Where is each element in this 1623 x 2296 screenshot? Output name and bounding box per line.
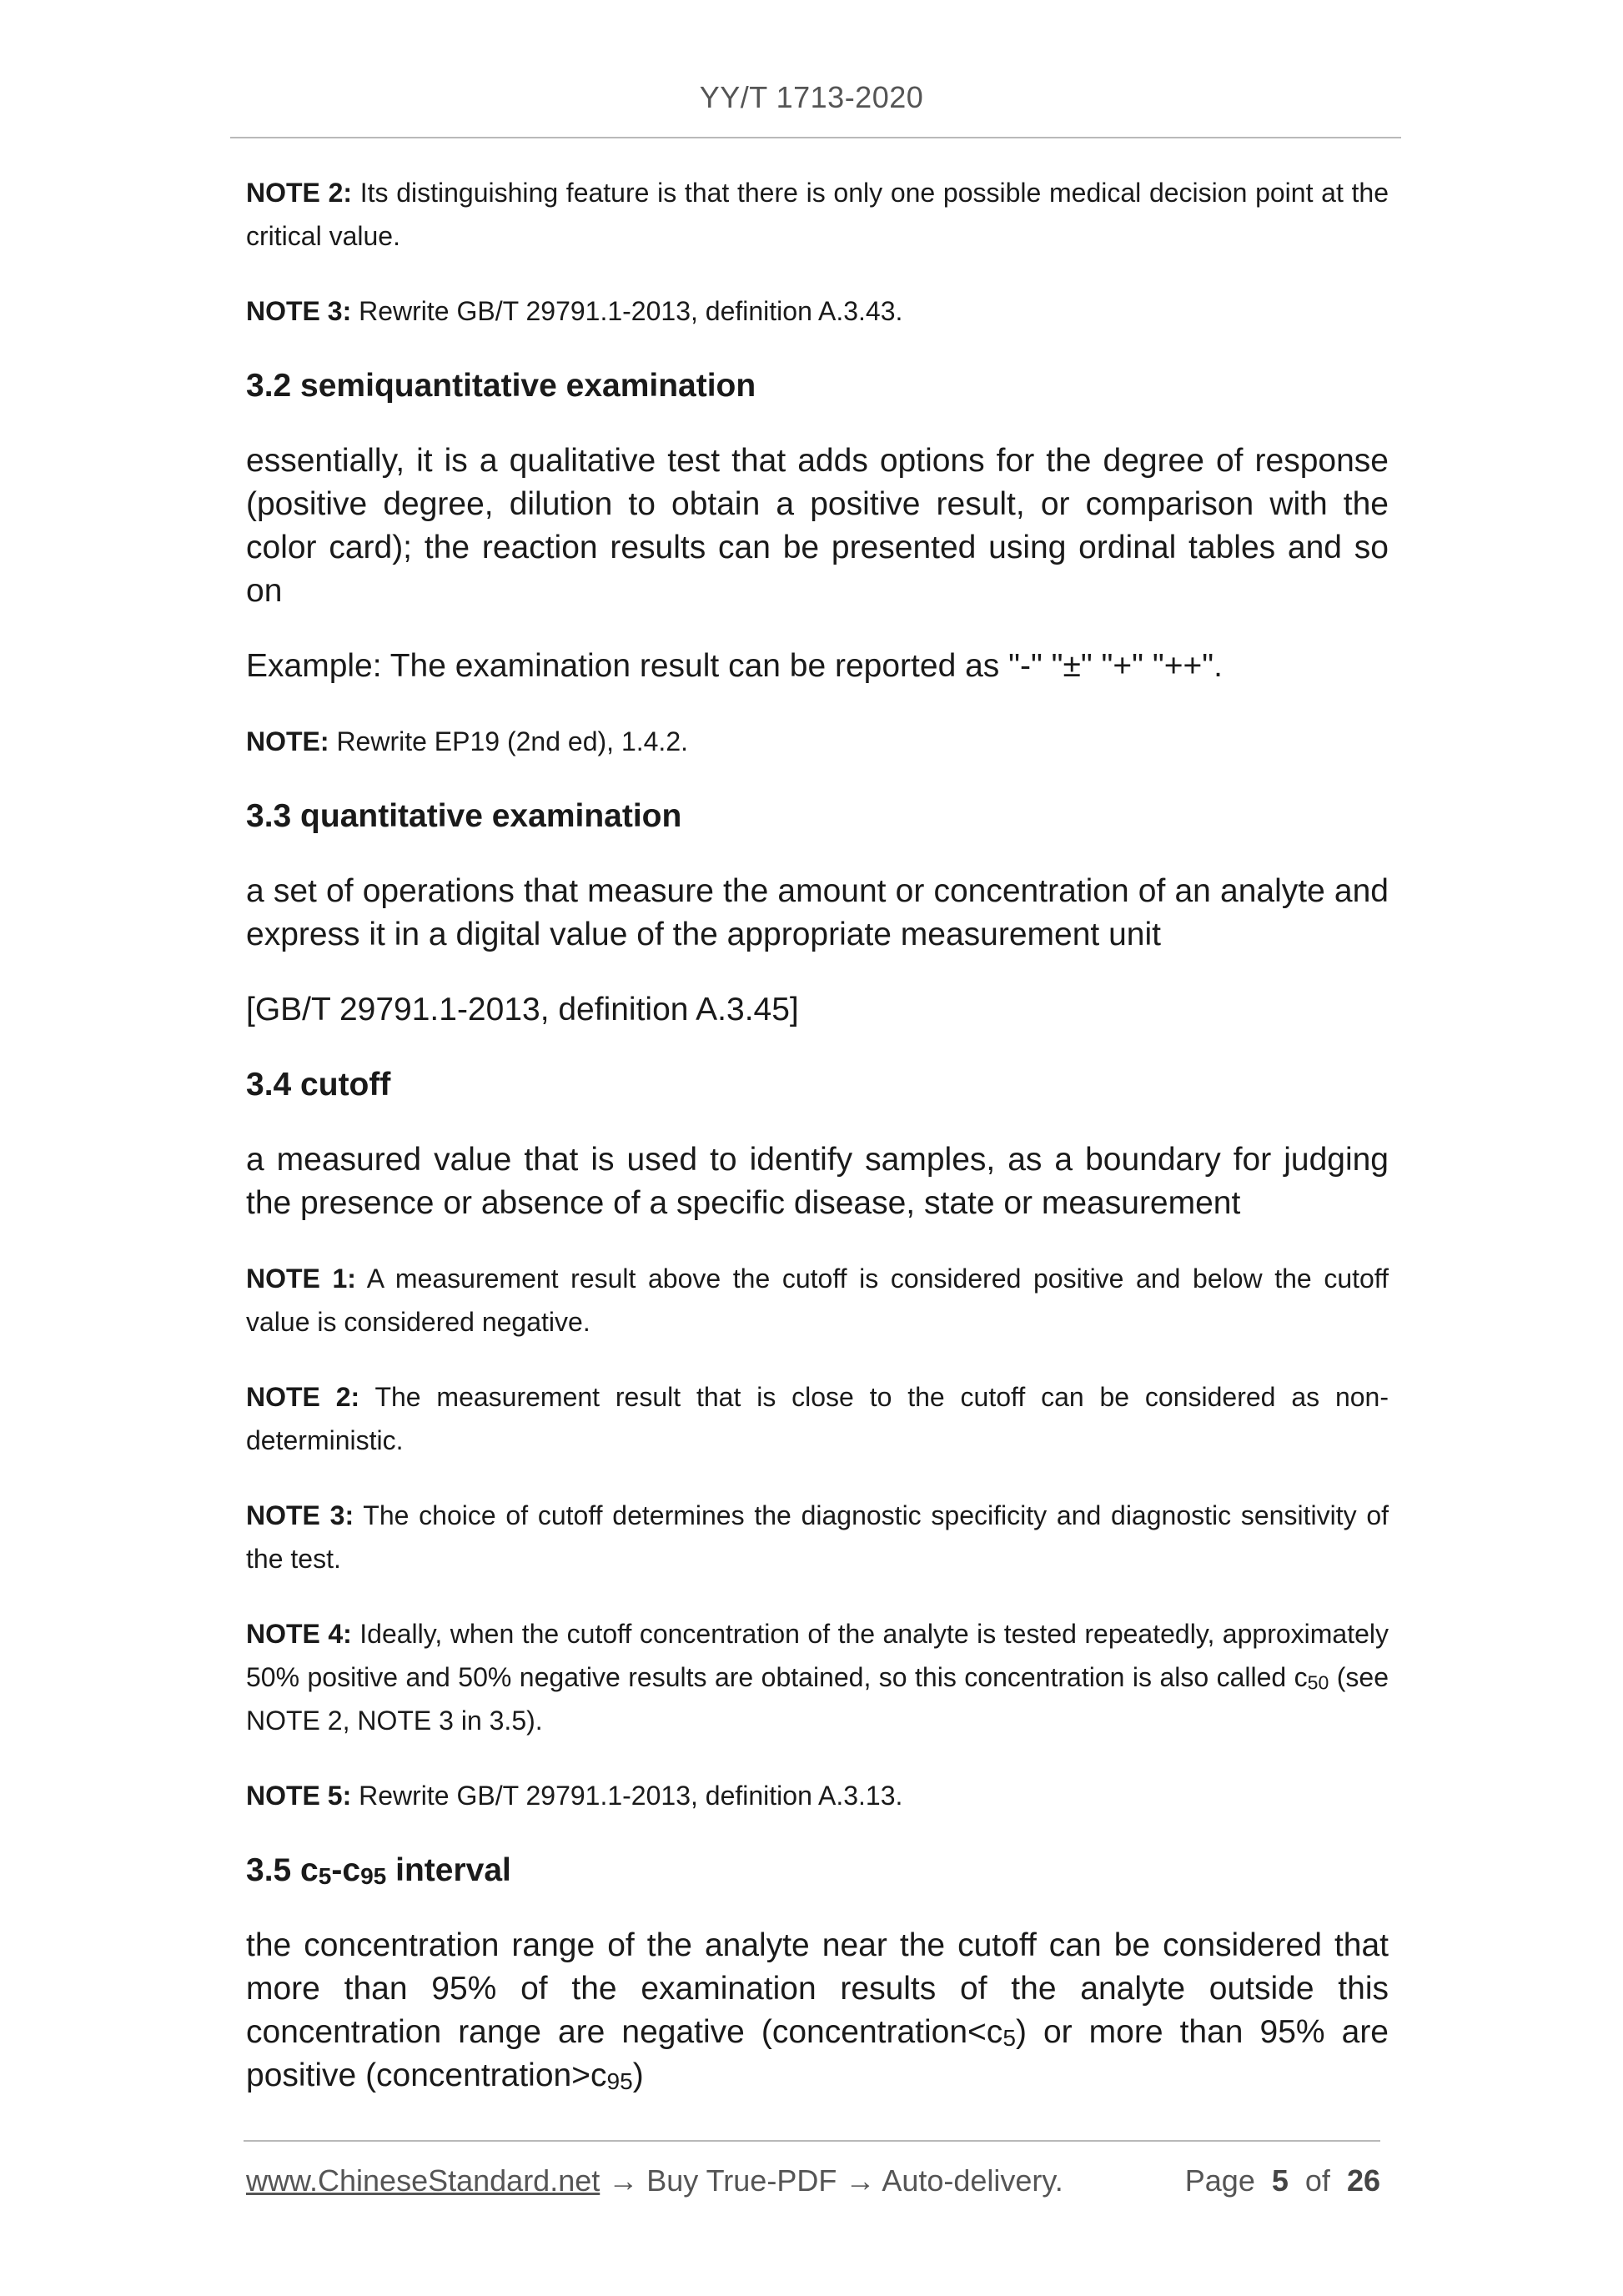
subscript: 5	[1002, 2025, 1016, 2052]
heading-part: 3.5 c	[246, 1852, 319, 1888]
note-label: NOTE 4:	[246, 1619, 352, 1649]
site-link[interactable]: www.ChineseStandard.net	[246, 2163, 600, 2198]
para-text: the concentration range of the analyte near the cutoff can be considered that more than 95% of the examination results of the analyte outside this concentration range are negative (concentration<c	[246, 1927, 1389, 2050]
section-3-4-note-1	[246, 1257, 1389, 1344]
page-number: 5	[1271, 2163, 1289, 2198]
heading-part: -c	[331, 1852, 361, 1888]
note-label: NOTE 3:	[246, 296, 352, 326]
note-text: The measurement result that is close to the cutoff can be considered as non-deterministic.	[246, 1382, 1389, 1455]
note-3-rewrite	[246, 289, 1389, 333]
note-label: NOTE:	[246, 726, 329, 756]
subscript: 50	[1307, 1671, 1329, 1694]
page-footer	[246, 2163, 1380, 2198]
para-text: )	[632, 2057, 644, 2093]
note-text: Rewrite GB/T 29791.1-2013, definition A.3.43.	[351, 296, 903, 326]
subscript: 5	[318, 1863, 332, 1890]
section-3-5-definition	[246, 1924, 1389, 2098]
note-text: The choice of cutoff determines the diagnostic specificity and diagnostic sensitivity of the test.	[246, 1500, 1389, 1574]
page-body	[246, 171, 1389, 2129]
document-code-header: YY/T 1713-2020	[699, 80, 924, 114]
note-text: Rewrite GB/T 29791.1-2013, definition A.3.13.	[351, 1781, 903, 1811]
page-word: Page	[1184, 2163, 1255, 2198]
section-3-4-heading: 3.4 cutoff	[246, 1067, 391, 1103]
para-text: ) or more than 95% are positive (concentration>c	[246, 2014, 1389, 2093]
section-3-2-note	[246, 720, 1389, 763]
note-label: NOTE 2:	[246, 178, 353, 208]
section-3-2-definition: essentially, it is a qualitative test that adds options for the degree of response (positive degree, dilution to obtain a positive result, or comparison with the color card); the reaction results can be presented using ordinal tables and so on	[246, 443, 1389, 609]
footer-divider	[244, 2140, 1380, 2142]
header-divider	[230, 137, 1401, 138]
page-total: 26	[1346, 2163, 1380, 2198]
section-3-4-note-5	[246, 1774, 1389, 1817]
note-2-critical-value	[246, 171, 1389, 258]
section-3-4-note-3	[246, 1494, 1389, 1580]
page-indicator	[1185, 2163, 1380, 2198]
note-text: (see NOTE 2, NOTE 3 in 3.5).	[246, 1662, 1389, 1736]
note-label: NOTE 2:	[246, 1382, 360, 1412]
section-3-4-definition: a measured value that is used to identify samples, as a boundary for judging the presence or absence of a specific disease, state or measurement	[246, 1142, 1389, 1221]
section-3-3-heading: 3.3 quantitative examination	[246, 798, 682, 834]
subscript: 95	[606, 2068, 633, 2095]
note-text: Ideally, when the cutoff concentration of the analyte is tested repeatedly, approximately 50% positive and 50% negative results are obtained, so this concentration is also called c	[246, 1619, 1389, 1692]
subscript: 95	[360, 1863, 387, 1890]
section-3-5-heading	[246, 1849, 1389, 1892]
section-3-4-note-4	[246, 1612, 1389, 1742]
section-3-3-definition: a set of operations that measure the amount or concentration of an analyte and express it in a digital value of the appropriate measurement unit	[246, 873, 1389, 952]
section-3-4-note-2	[246, 1375, 1389, 1462]
note-label: NOTE 3:	[246, 1500, 354, 1530]
of-word: of	[1304, 2163, 1330, 2198]
section-3-2-heading: 3.2 semiquantitative examination	[246, 368, 756, 404]
note-label: NOTE 5:	[246, 1781, 352, 1811]
note-label: NOTE 1:	[246, 1264, 356, 1294]
section-3-3-reference: [GB/T 29791.1-2013, definition A.3.45]	[246, 992, 799, 1027]
note-text: A measurement result above the cutoff is considered positive and below the cutoff value is considered negative.	[246, 1264, 1389, 1337]
section-3-2-example: Example: The examination result can be reported as "-" "±" "+" "++".	[246, 648, 1223, 684]
footer-tagline: → Buy True-PDF → Auto-delivery.	[600, 2163, 1063, 2198]
note-text: Its distinguishing feature is that there is only one possible medical decision point at the critical value.	[246, 178, 1389, 251]
note-text: Rewrite EP19 (2nd ed), 1.4.2.	[329, 726, 688, 756]
heading-part: interval	[386, 1852, 511, 1888]
